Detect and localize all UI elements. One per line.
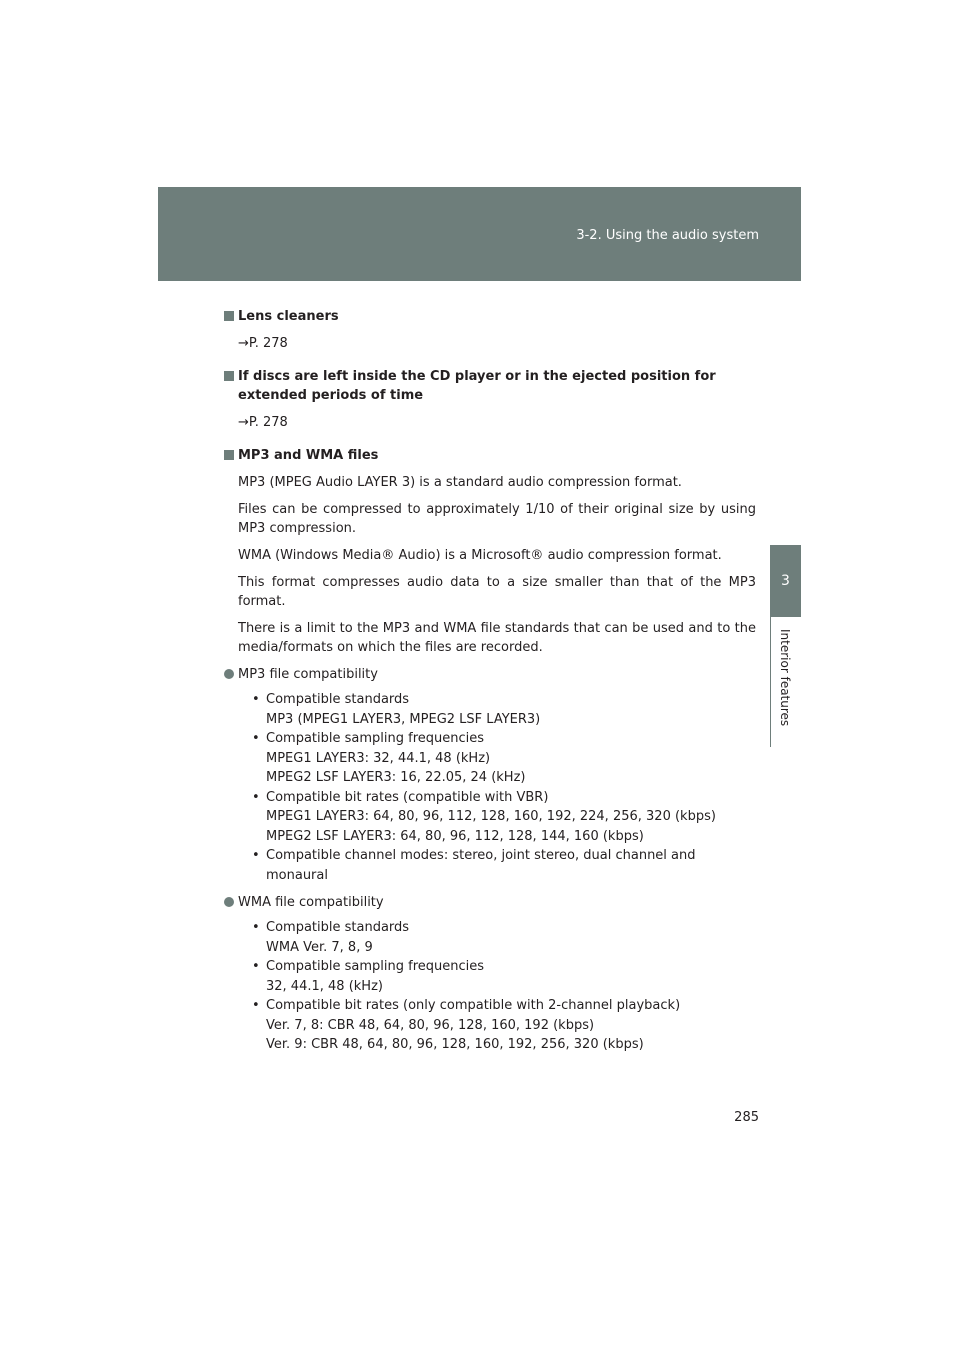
circle-bullet-icon <box>224 669 234 679</box>
chapter-tab-divider <box>770 617 771 747</box>
list-item: • Compatible bit rates (compatible with VBR) MPEG1 LAYER3: 64, 80, 96, 112, 128, 160, 192, 224, 256, 320 (kbps) MPEG2 LSF LAYER3: 64, 80, 96, 112, 128, 144, 160 (kbps) <box>252 789 716 844</box>
mp3-compat-heading: MP3 file compatibility <box>224 665 756 684</box>
circle-bullet-icon <box>224 897 234 907</box>
mp3-paragraph-1: MP3 (MPEG Audio LAYER 3) is a standard audio compression format. <box>238 475 682 490</box>
mp3-paragraph-5: There is a limit to the MP3 and WMA file standards that can be used and to the media/formats on which the files are recorded. <box>238 621 756 655</box>
square-bullet-icon <box>224 311 234 321</box>
list-item: • Compatible bit rates (only compatible with 2-channel playback) Ver. 7, 8: CBR 48, 64, 80, 96, 128, 160, 192 (kbps) Ver. 9: CBR 48, 64, 80, 96, 128, 160, 192, 256, 320 (kbps) <box>252 998 681 1052</box>
lens-cleaners-ref: →P. 278 <box>238 336 288 351</box>
page-content <box>224 307 756 1063</box>
mp3-paragraph-4: This format compresses audio data to a size smaller than that of the MP3 format. <box>238 575 756 609</box>
mp3-paragraph-2: Files can be compressed to approximately 1/10 of their original size by using MP3 compression. <box>238 502 756 536</box>
chapter-tab <box>770 617 801 747</box>
list-item: • Compatible standards WMA Ver. 7, 8, 9 <box>252 920 410 955</box>
page-number: 285 <box>734 1110 759 1125</box>
square-bullet-icon <box>224 450 234 460</box>
square-bullet-icon <box>224 371 234 381</box>
mp3-wma-heading: MP3 and WMA files <box>224 446 756 465</box>
mp3-paragraph-3: WMA (Windows Media® Audio) is a Microsoft® audio compression format. <box>238 548 722 563</box>
discs-heading: If discs are left inside the CD player or in the ejected position for extended periods of time <box>224 367 756 405</box>
wma-compat-list <box>224 918 756 1055</box>
mp3-compat-list <box>224 690 756 885</box>
list-item: • Compatible standards MP3 (MPEG1 LAYER3, MPEG2 LSF LAYER3) <box>252 692 541 727</box>
chapter-tab-label: Interior features <box>778 629 792 727</box>
lens-cleaners-heading: Lens cleaners <box>224 307 756 326</box>
section-title: 3-2. Using the audio system <box>576 228 759 243</box>
list-item: • Compatible channel modes: stereo, joint stereo, dual channel and monaural <box>252 848 696 883</box>
wma-compat-heading: WMA file compatibility <box>224 893 756 912</box>
list-item: • Compatible sampling frequencies MPEG1 LAYER3: 32, 44.1, 48 (kHz) MPEG2 LSF LAYER3: 16, 22.05, 24 (kHz) <box>252 731 526 785</box>
discs-ref: →P. 278 <box>238 415 288 430</box>
list-item: • Compatible sampling frequencies 32, 44.1, 48 (kHz) <box>252 959 485 994</box>
chapter-tab-number: 3 <box>770 545 801 617</box>
chapter-header <box>158 187 801 281</box>
